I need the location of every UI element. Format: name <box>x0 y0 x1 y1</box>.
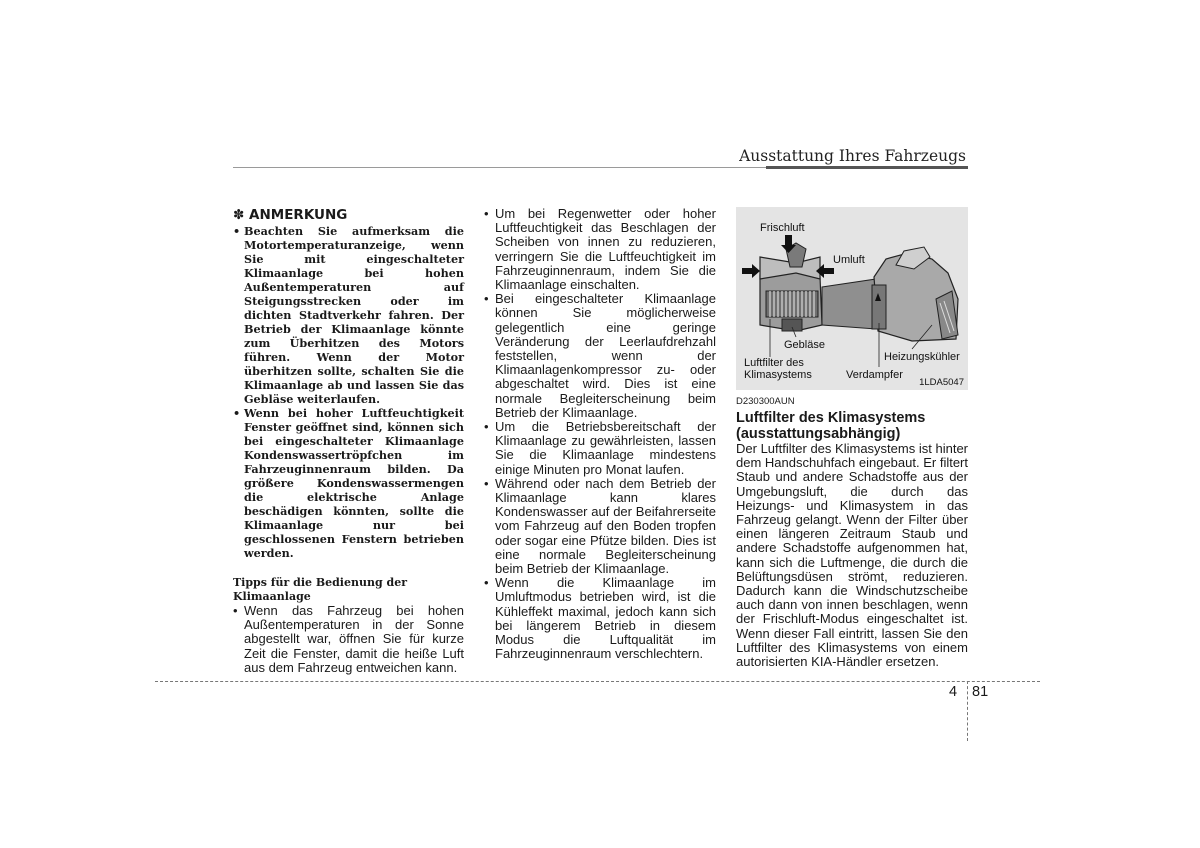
evaporator-core <box>872 285 886 329</box>
note-bullet: • Beachten Sie aufmerksam die Motortemperaturanzeige, wenn Sie mit eingeschalteter Klimaanlage bei hohen Außentemperaturen auf Steigungsstrecken oder im dichten Stadtverkehr fahren. Der Betrieb der Klimaanlage könnte zum Überhitzen des Motors führen. Wenn der Motor überhitzen sollte, schalten Sie die Klimaanlage ab und lassen Sie das Gebläse weiterlaufen. <box>233 224 464 406</box>
note-bullet-text: Beachten Sie aufmerksam die Motortemperaturanzeige, wenn Sie mit eingeschalteter Klimaanlage bei hohen Außentemperaturen auf Steigungsstrecken oder im dichten Stadtverkehr fahren. Der Betrieb der Klimaanlage könnte zum Überhitzen des Motors führen. Wenn der Motor überhitzen sollte, schalten Sie die Klimaanlage ab und lassen Sie das Gebläse weiterlaufen. <box>244 224 464 406</box>
section-title-line2: (ausstattungsabhängig) <box>736 426 901 442</box>
tip-bullet: • Um die Betriebsbereitschaft der Klimaanlage zu gewährleisten, lassen Sie die Klimaanlage mindestens einige Minuten pro Monat laufen. <box>484 419 716 477</box>
chapter-number: 4 <box>949 684 958 700</box>
tip-bullet: • Wenn das Fahrzeug bei hohen Außentemperaturen in der Sonne abgestellt war, öffnen Sie für kurze Zeit die Fenster, damit die heiße Luft aus dem Fahrzeug entweichen kann. <box>233 603 464 675</box>
tip-bullet-text: Bei eingeschalteter Klimaanlage können Sie möglicherweise gelegentlich eine geringe Veränderung der Leerlaufdrehzahl feststellen, wenn der Klimaanlagenkompressor zu- oder abgeschaltet wird. Dies ist eine normale Begleiterscheinung beim Betrieb der Klimaanlage. <box>495 291 716 420</box>
label-verdampfer: Verdampfer <box>846 369 903 381</box>
column-middle <box>484 207 716 662</box>
tip-bullet: • Wenn die Klimaanlage im Umluftmodus betrieben wird, ist die Kühleffekt maximal, jedoch kann sich bei längerem Betrieb in diesem Modus die Luftqualität im Fahrzeuginnenraum verschlechtern. <box>484 575 716 662</box>
tip-bullet: • Um bei Regenwetter oder hoher Luftfeuchtigkeit das Beschlagen der Scheiben von innen zu reduzieren, verringern Sie die Luftfeuchtigkeit im Fahrzeuginnenraum, indem Sie die Klimaanlage einschalten. <box>484 206 716 293</box>
label-luftfilter: Luftfilter des Klimasystems <box>744 357 812 381</box>
page-number: 81 <box>972 684 989 700</box>
section-title-line1: Luftfilter des Klimasystems <box>736 410 926 426</box>
note-heading <box>233 207 464 223</box>
tip-bullet-text: Während oder nach dem Betrieb der Klimaanlage kann klares Kondenswasser auf der Beifahrerseite vom Fahrzeug auf den Boden tropfen oder sogar eine Pfütze bilden. Dies ist eine normale Begleiterscheinung beim Betrieb der Klimaanlage. <box>495 475 716 577</box>
tip-bullet-text: Wenn die Klimaanlage im Umluftmodus betrieben wird, ist die Kühleffekt maximal, jedoch kann sich bei längerem Betrieb in diesem Modus die Luftqualität im Fahrzeuginnenraum verschlechtern. <box>495 575 716 662</box>
blower-motor <box>782 319 802 331</box>
note-title: ANMERKUNG <box>249 207 348 223</box>
footer-dashed-divider <box>967 681 968 741</box>
section-code: D230300AUN <box>736 396 795 407</box>
section-body: Der Luftfilter des Klimasystems ist hinter dem Handschuhfach eingebaut. Er filtert Staub und andere Schadstoffe aus der Umgebungsluft, die durch das Heizungs- und Klimasystem in das Fahrzeug gelangt. Wenn der Filter über einen längeren Zeitraum Staub und andere Schadstoffe aufgenommen hat, kann sich die Luftmenge, die durch die Belüftungsdüsen strömt, reduzieren. Dadurch kann die Windschutzscheibe auch dann von innen beschlagen, wenn der Frischluft-Modus eingeschaltet ist. Wenn dieser Fall eintritt, lassen Sie den Luftfilter des Klimasystems von einem autorisierten KIA-Händler ersetzen. <box>736 441 968 670</box>
column-left <box>233 207 464 675</box>
label-heizungskuehler: Heizungskühler <box>884 351 960 363</box>
tips-heading: Tipps für die Bedienung der Klimaanlage <box>233 576 407 603</box>
figure-id: 1LDA5047 <box>919 377 964 388</box>
tip-bullet-text: Wenn das Fahrzeug bei hohen Außentemperaturen in der Sonne abgestellt war, öffnen Sie für kurze Zeit die Fenster, damit die heiße Luft aus dem Fahrzeug entweichen kann. <box>244 603 464 675</box>
page-header-title: Ausstattung Ihres Fahrzeugs <box>739 147 966 165</box>
tip-bullet: • Bei eingeschalteter Klimaanlage können Sie möglicherweise gelegentlich eine geringe Veränderung der Leerlaufdrehzahl feststellen, wenn der Klimaanlagenkompressor zu- oder abgeschaltet wird. Dies ist eine normale Begleiterscheinung beim Betrieb der Klimaanlage. <box>484 291 716 420</box>
label-frischluft: Frischluft <box>760 222 805 234</box>
tip-bullet-text: Um die Betriebsbereitschaft der Klimaanlage zu gewährleisten, lassen Sie die Klimaanlage mindestens einige Minuten pro Monat laufen. <box>495 419 716 477</box>
column-right <box>736 207 968 669</box>
section-title <box>736 410 968 442</box>
label-geblaese: Gebläse <box>784 339 825 351</box>
footer-dashed-rule <box>155 681 1040 682</box>
tip-bullet-text: Um bei Regenwetter oder hoher Luftfeuchtigkeit das Beschlagen der Scheiben von innen zu reduzieren, verringern Sie die Luftfeuchtigkeit im Fahrzeuginnenraum, indem Sie die Klimaanlage einschalten. <box>495 206 716 293</box>
hvac-airflow-illustration <box>736 207 968 390</box>
label-umluft: Umluft <box>833 254 865 266</box>
fresh-air-side-arrow-icon <box>742 264 760 278</box>
note-star-icon: ✽ <box>233 207 245 223</box>
air-duct <box>822 279 876 329</box>
header-rule-accent <box>766 166 968 169</box>
note-bullet-text: Wenn bei hoher Luftfeuchtigkeit Fenster geöffnet sind, können sich bei eingeschalteter Klimaanlage Kondenswassertröpfchen im Fahrzeuginnenraum bilden. Da größere Kondenswassermengen die elektrische Anlage beschädigen könnten, sollte die Klimaanlage nur bei geschlossenen Fenstern betrieben werden. <box>244 406 464 560</box>
tip-bullet: • Während oder nach dem Betrieb der Klimaanlage kann klares Kondenswasser auf der Beifahrerseite vom Fahrzeug auf den Boden tropfen oder sogar eine Pfütze bilden. Dies ist eine normale Begleiterscheinung beim Betrieb der Klimaanlage. <box>484 475 716 577</box>
note-bullet: • Wenn bei hoher Luftfeuchtigkeit Fenster geöffnet sind, können sich bei eingeschalteter Klimaanlage Kondenswassertröpfchen im Fahrzeuginnenraum bilden. Da größere Kondenswassermengen die elektrische Anlage beschädigen könnten, sollte die Klimaanlage nur bei geschlossenen Fenstern betrieben werden. <box>233 406 464 560</box>
